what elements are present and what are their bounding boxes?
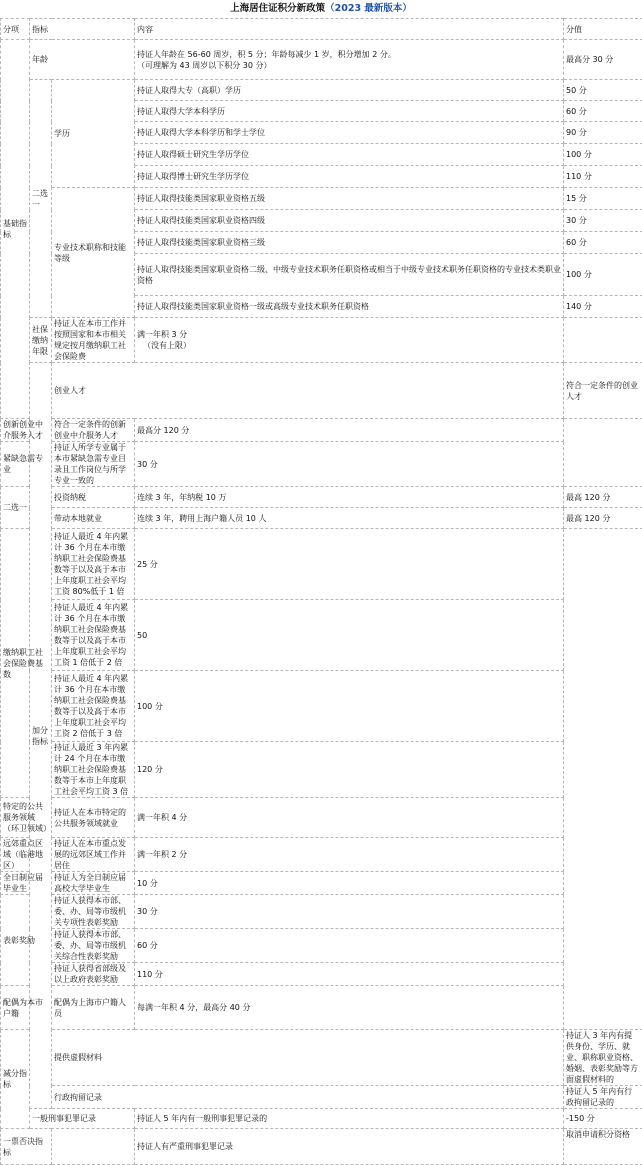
table-row: [1, 442, 642, 487]
indicator-label: 学历: [52, 80, 135, 188]
content-cell: 持证人取得技能类国家职业资格一级或高级专业技术职务任职资格: [135, 296, 564, 318]
indicator-label: 投资纳税: [52, 487, 135, 508]
score-cell: 100 分: [564, 144, 642, 166]
table-row: [1, 895, 642, 929]
content-cell: 持证人取得技能类国家职业资格二级、中级专业技术职务任职资格或相当于中级专业技术职务任职资格的专业技术类职业资格: [135, 254, 564, 296]
header-score: 分值: [564, 19, 642, 40]
table-row: [1, 318, 642, 363]
score-cell: 120 分: [135, 742, 564, 798]
indicator-label: 缴纳职工社会保险费基数: [1, 529, 52, 798]
table-row: [1, 40, 642, 80]
header-indicator: 指标: [30, 19, 135, 40]
indicator-label: [52, 1129, 135, 1165]
indicator-label: 专业技术职称和技能等级: [52, 188, 135, 318]
score-cell: 取消申请积分资格: [564, 1129, 642, 1165]
group-minus-label: 减分指标: [1, 1030, 30, 1129]
table-row: [1, 1086, 642, 1109]
indicator-label: 带动本地就业: [52, 508, 135, 529]
table-row: [1, 1129, 642, 1165]
table-row: [1, 363, 642, 419]
content-cell: 持证人获得本市部、委、办、局等市级机关综合性表彰奖励: [52, 929, 135, 963]
group-basic-label: 基础指标: [1, 40, 30, 419]
score-cell: 最高分 30 分: [564, 40, 642, 80]
content-cell: 配偶为上海市户籍人员: [52, 986, 135, 1030]
score-cell: 90 分: [564, 122, 642, 144]
table-row: [1, 671, 642, 742]
score-cell: 50: [135, 600, 564, 671]
table-row: [1, 838, 642, 872]
points-table: [0, 18, 642, 1165]
table-row: [1, 508, 642, 529]
indicator-label: 紧缺急需专业: [1, 442, 52, 487]
indicator-label: 全日制应届毕业生: [1, 872, 52, 895]
header-content: 内容: [135, 19, 564, 40]
table-row: [1, 798, 642, 838]
choose-one-label: 二选一: [30, 80, 52, 318]
choose-one-label: 二选一: [1, 487, 30, 529]
content-cell: 持证人取得技能类国家职业资格三级: [135, 232, 564, 254]
table-row: [1, 419, 642, 442]
content-cell: 连续 3 年，年纳税 10 万: [135, 487, 564, 508]
content-cell: 持证人取得大学本科学历: [135, 101, 564, 122]
table-row: [1, 600, 642, 671]
content-cell: 持证人取得硕士研究生学历学位: [135, 144, 564, 166]
content-cell: 持证人取得技能类国家职业资格五级: [135, 188, 564, 210]
score-cell: 30 分: [135, 442, 564, 487]
score-cell: 满一年积 3 分 （没有上限）: [135, 318, 564, 363]
content-cell: 持证人 5 年内有行政拘留记录的: [564, 1086, 642, 1109]
indicator-label: 创业人才: [52, 363, 564, 419]
indicator-label: 远郊重点区域（临港地区）: [1, 838, 52, 872]
content-cell: 持证人取得大专（高职）学历: [135, 80, 564, 101]
table-row: [1, 188, 642, 210]
table-row: [1, 1109, 642, 1129]
content-cell: 持证人获得省部级及以上政府表彰奖励: [52, 963, 135, 986]
table-row: [1, 986, 642, 1030]
title-main: 上海居住证积分新政策: [230, 3, 325, 14]
score-cell: 110 分: [564, 166, 642, 188]
indicator-label: 配偶为本市户籍: [1, 986, 52, 1030]
score-cell: 最高 120 分: [564, 508, 642, 529]
table-row: [1, 872, 642, 895]
content-cell: 持证人在本市特定的公共服务领域就业: [52, 798, 135, 838]
score-cell: 满一年积 2 分: [135, 838, 564, 872]
score-cell: 30 分: [564, 210, 642, 232]
content-cell: 持证人所学专业属于本市紧缺急需专业目录且工作岗位与所学专业一致的: [52, 442, 135, 487]
indicator-label: 社保缴纳年限: [30, 318, 52, 363]
table-row: [1, 963, 642, 986]
content-cell: 持证人最近 4 年内累计 36 个月在本市缴纳职工社会保险费基数等于以及高于本市上年度职工社会平均工资 1 倍低于 2 倍: [52, 600, 135, 671]
content-cell: 持证人 3 年内有提供身份、学历、就业、职称职业资格、婚姻、表彰奖励等方面虚假材料的: [564, 1030, 642, 1086]
indicator-label: 表彰奖励: [1, 895, 52, 986]
indicator-label: 行政拘留记录: [52, 1086, 564, 1109]
group-veto-label: 一票否决指标: [1, 1129, 52, 1165]
content-cell: 持证人最近 3 年内累计 24 个月在本市缴纳职工社会保险费基数等于本市上年度职工社会平均工资 3 倍: [52, 742, 135, 798]
content-cell: 持证人有严重刑事犯罪记录: [135, 1129, 564, 1165]
content-cell: 持证人取得技能类国家职业资格四级: [135, 210, 564, 232]
header-category: 分项: [1, 19, 30, 40]
score-cell: 满一年积 4 分: [135, 798, 564, 838]
table-row: [1, 80, 642, 101]
content-cell: 连续 3 年，聘用上海户籍人员 10 人: [135, 508, 564, 529]
content-cell: 持证人为全日制应届高校大学毕业生: [52, 872, 135, 895]
content-cell: 持证人最近 4 年内累计 36 个月在本市缴纳职工社会保险费基数等于以及高于本市上年度职工社会平均工资 80%低于 1 倍: [52, 529, 135, 600]
score-cell: 最高 120 分: [564, 487, 642, 508]
content-cell: 持证人最近 4 年内累计 36 个月在本市缴纳职工社会保险费基数等于以及高于本市上年度职工社会平均工资 2 倍低于 3 倍: [52, 671, 135, 742]
score-cell: 最高分 120 分: [135, 419, 564, 442]
score-cell: 60 分: [564, 101, 642, 122]
score-cell: 50 分: [564, 80, 642, 101]
table-row: [1, 487, 642, 508]
content-cell: 符合一定条件的创业人才: [564, 363, 642, 419]
table-row: [1, 529, 642, 600]
indicator-label: 年龄: [30, 40, 135, 80]
content-cell: 持证人在本市工作并按照国家和本市相关规定按月缴纳职工社会保险费: [52, 318, 135, 363]
group-extra-label: 加分指标: [30, 363, 52, 1109]
score-cell: 60 分: [135, 929, 564, 963]
content-cell: 持证人 5 年内有一般刑事犯罪记录的: [135, 1109, 564, 1129]
table-row: [1, 1030, 642, 1086]
score-cell: 每满一年积 4 分，最高分 40 分: [135, 986, 564, 1030]
content-cell: 持证人取得大学本科学历和学士学位: [135, 122, 564, 144]
header-row: [1, 19, 642, 40]
score-cell: 100 分: [564, 254, 642, 296]
score-cell: 30 分: [135, 895, 564, 929]
content-cell: 持证人年龄在 56-60 周岁，积 5 分；年龄每减少 1 岁，积分增加 2 分。 （可理解为 43 周岁以下积分 30 分）: [135, 40, 564, 80]
indicator-label: 创新创业中介服务人才: [1, 419, 52, 442]
table-row: [1, 929, 642, 963]
score-cell: 140 分: [564, 296, 642, 318]
score-cell: 15 分: [564, 188, 642, 210]
score-cell: 10 分: [135, 872, 564, 895]
content-cell: 符合一定条件的创新创业中介服务人才: [52, 419, 135, 442]
content-cell: 持证人在本市重点发展的远郊区域工作并居住: [52, 838, 135, 872]
indicator-label: 一般刑事犯罪记录: [30, 1109, 135, 1129]
score-cell: 110 分: [135, 963, 564, 986]
indicator-label: 提供虚假材料: [52, 1030, 564, 1086]
title-year: （2023 最新版本）: [325, 3, 412, 14]
table-row: [1, 742, 642, 798]
content-cell: 持证人取得博士研究生学历学位: [135, 166, 564, 188]
score-cell: 100 分: [135, 671, 564, 742]
page-title: [0, 0, 642, 18]
indicator-label: 特定的公共服务领域（环卫领域）: [1, 798, 52, 838]
content-cell: 持证人获得本市部、委、办、局等市级机关专项性表彰奖励: [52, 895, 135, 929]
score-cell: -150 分: [564, 1109, 642, 1129]
score-cell: 25 分: [135, 529, 564, 600]
score-cell: 60 分: [564, 232, 642, 254]
